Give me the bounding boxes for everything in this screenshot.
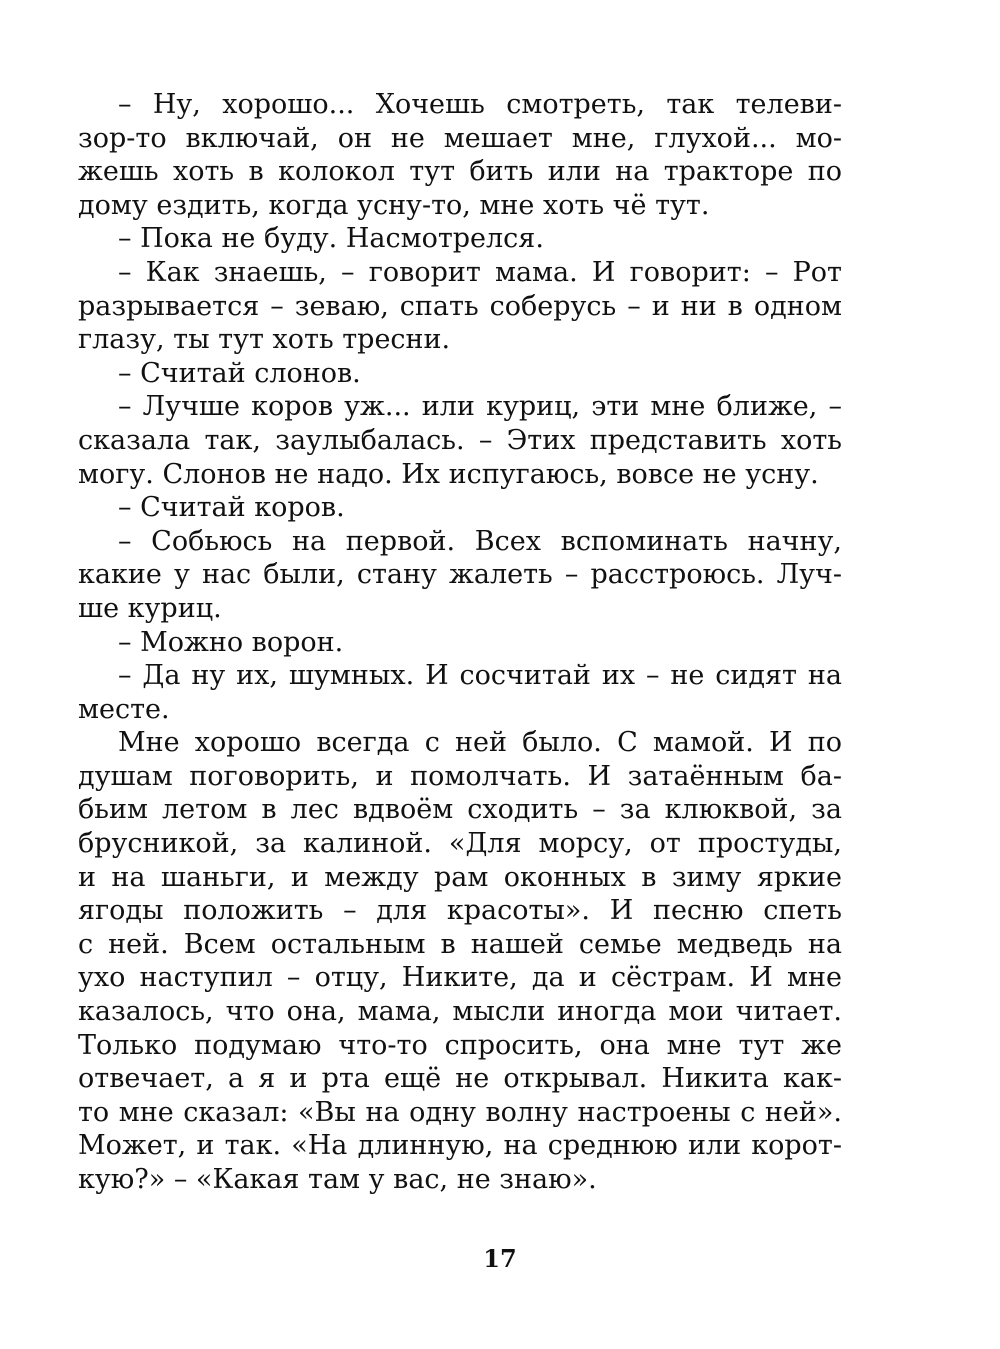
text-line: душам поговорить, и помолчать. И затаённым ба- bbox=[78, 760, 842, 792]
text-line: зор-то включай, он не мешает мне, глухой... мо- bbox=[78, 122, 842, 154]
text-line: – Считай слонов. bbox=[118, 357, 361, 389]
text-line: ухо наступил – отцу, Никите, да и сёстрам. И мне bbox=[78, 962, 842, 994]
text-line: – Да ну их, шумных. И сосчитай их – не сидят на bbox=[118, 660, 842, 692]
text-line: – Лучше коров уж... или куриц, эти мне ближе, – bbox=[118, 391, 842, 423]
text-line: сказала так, заулыбалась. – Этих представить хоть bbox=[78, 424, 842, 456]
text-line: жешь хоть в колокол тут бить или на тракторе по bbox=[78, 156, 842, 188]
text-line: брусникой, за калиной. «Для морсу, от простуды, bbox=[78, 828, 842, 860]
page-number: 17 bbox=[483, 1244, 517, 1273]
text-line: – Собьюсь на первой. Всех вспоминать начну, bbox=[118, 525, 842, 557]
text-line: с ней. Всем остальным в нашей семье медведь на bbox=[78, 928, 842, 960]
text-line: Только подумаю что-то спросить, она мне тут же bbox=[78, 1029, 842, 1061]
text-line: ше куриц. bbox=[78, 592, 222, 624]
text-line: могу. Слонов не надо. Их испугаюсь, вовсе не усну. bbox=[78, 458, 819, 490]
text-line: дому ездить, когда усну-то, мне хоть чё тут. bbox=[78, 189, 710, 221]
text-line: и на шаньги, и между рам оконных в зиму яркие bbox=[78, 861, 842, 893]
text-line: разрывается – зеваю, спать соберусь – и ни в одном bbox=[78, 290, 842, 322]
text-line: кую?» – «Какая там у вас, не знаю». bbox=[78, 1164, 597, 1195]
text-line: – Как знаешь, – говорит мама. И говорит: – Рот bbox=[118, 256, 842, 288]
text-line: – Ну, хорошо... Хочешь смотреть, так телеви- bbox=[118, 89, 842, 120]
text-line: – Считай коров. bbox=[118, 492, 345, 524]
text-line: – Пока не буду. Насмотрелся. bbox=[118, 223, 544, 255]
text-line: отвечает, а я и рта ещё не открывал. Никита как- bbox=[78, 1063, 842, 1095]
text-line: ягоды положить – для красоты». И песню спеть bbox=[78, 895, 842, 927]
text-line: глазу, ты тут хоть тресни. bbox=[78, 324, 451, 356]
body-text bbox=[78, 88, 842, 1197]
text-line: бьим летом в лес вдвоём сходить – за клюквой, за bbox=[78, 794, 842, 826]
text-line: казалось, что она, мама, мысли иногда мои читает. bbox=[78, 996, 842, 1028]
text-line: Мне хорошо всегда с ней было. С мамой. И по bbox=[118, 727, 842, 759]
text-line: – Можно ворон. bbox=[118, 626, 344, 658]
text-line: то мне сказал: «Вы на одну волну настроены с ней». bbox=[78, 1096, 842, 1128]
text-line: Может, и так. «На длинную, на среднюю или корот- bbox=[78, 1130, 842, 1162]
text-line: какие у нас были, стану жалеть – расстроюсь. Луч- bbox=[78, 559, 842, 591]
text-line: месте. bbox=[78, 693, 170, 725]
